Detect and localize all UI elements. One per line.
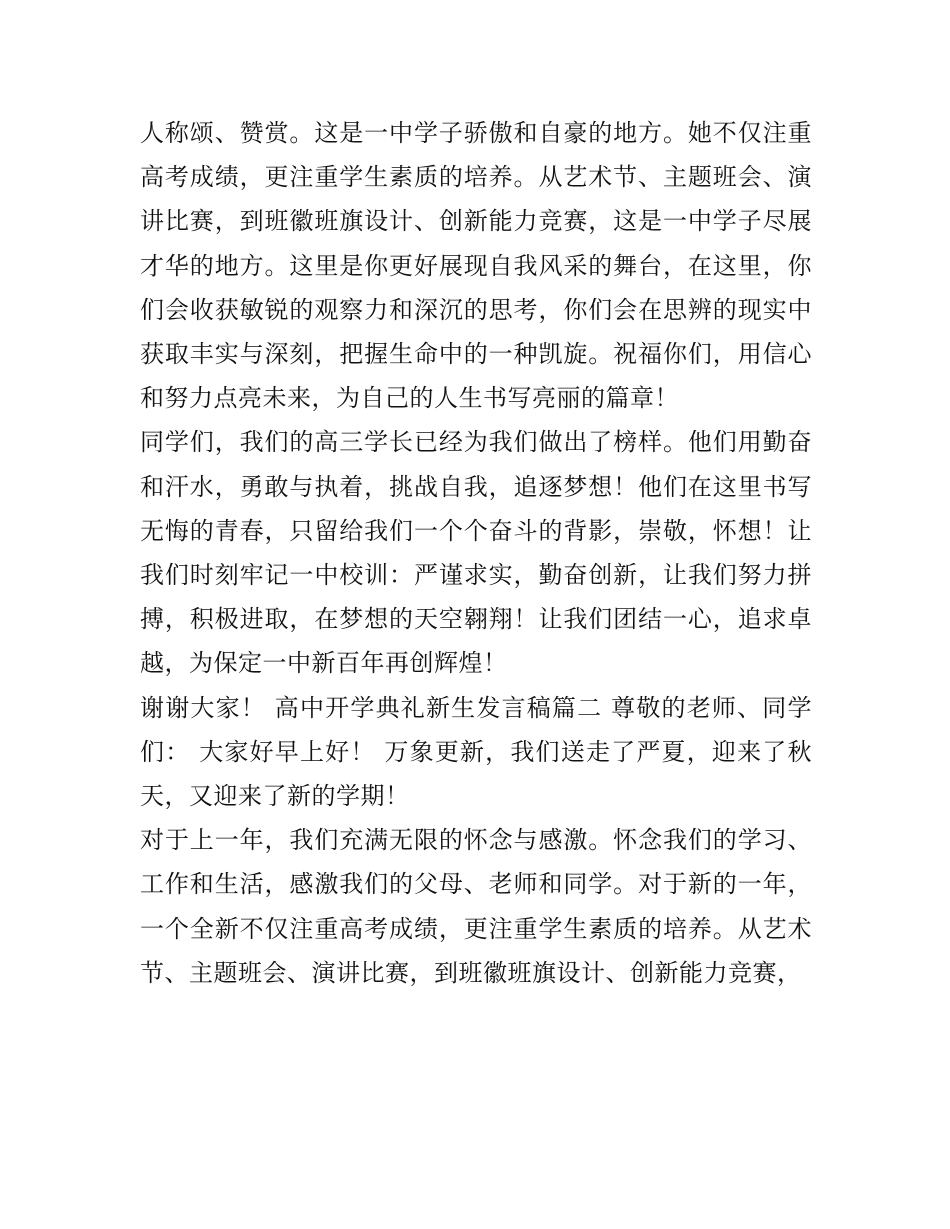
- paragraph-4: 对于上一年，我们充满无限的怀念与感激。怀念我们的学习、工作和生活，感激我们的父母、老师和同学。对于新的一年，一个全新不仅注重高考成绩，更注重学生素质的培养。从艺术节、主题班会、演讲比赛，到班徽班旗设计、创新能力竞赛，: [140, 826, 812, 987]
- paragraph-1: 人称颂、赞赏。这是一中学子骄傲和自豪的地方。她不仅注重高考成绩，更注重学生素质的培养。从艺术节、主题班会、演讲比赛，到班徽班旗设计、创新能力竞赛，这是一中学子尽展才华的地方。这里是你更好展现自我风采的舞台，在这里，你们会收获敏锐的观察力和深沉的思考，你们会在思辨的现实中获取丰实与深刻，把握生命中的一种凯旋。祝福你们，用信心和努力点亮未来，为自己的人生书写亮丽的篇章！: [140, 119, 812, 413]
- paragraph-3: 谢谢大家！ 高中开学典礼新生发言稿篇二 尊敬的老师、同学们： 大家好早上好！ 万象更新，我们送走了严夏，迎来了秋天，又迎来了新的学期！: [140, 693, 812, 811]
- paragraph-2: 同学们，我们的高三学长已经为我们做出了榜样。他们用勤奋和汗水，勇敢与执着，挑战自我，追逐梦想！他们在这里书写无悔的青春，只留给我们一个个奋斗的背影，崇敬，怀想！让我们时刻牢记一中校训：严谨求实，勤奋创新，让我们努力拼搏，积极进取，在梦想的天空翱翔！让我们团结一心，追求卓越，为保定一中新百年再创辉煌！: [140, 428, 812, 678]
- document-body: [140, 111, 812, 995]
